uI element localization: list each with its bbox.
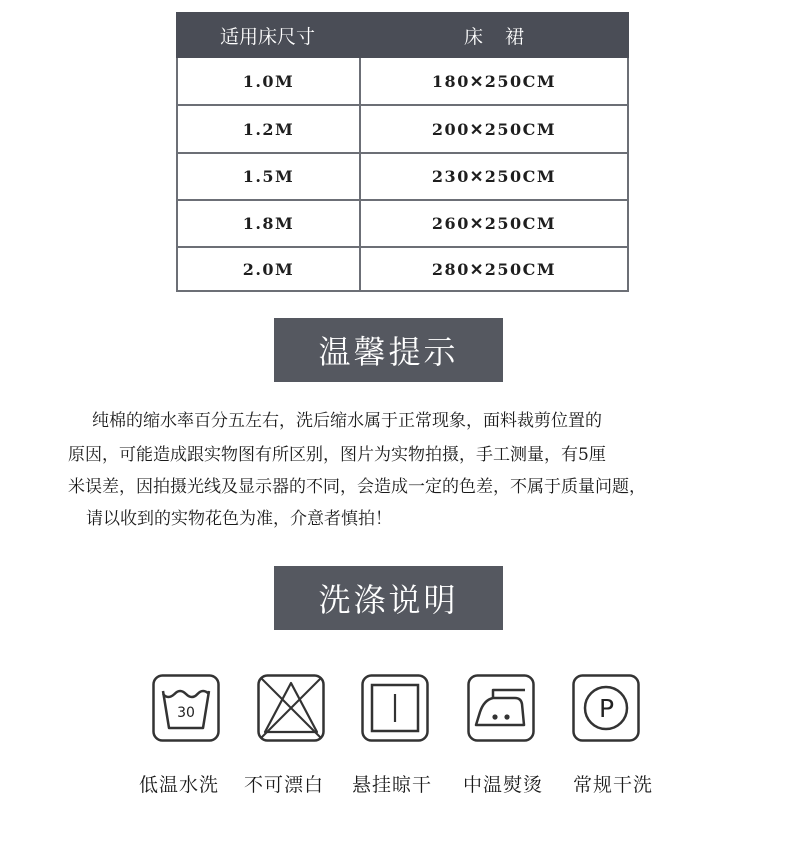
bed-size-cell: 1.2M <box>242 119 295 139</box>
table-row <box>178 104 627 152</box>
dry-clean-letter: P <box>598 694 615 723</box>
wash-temp-label: 30 <box>177 705 195 721</box>
header-bed-skirt: 床 裙 <box>463 25 533 48</box>
dry-clean-p-icon <box>572 674 640 742</box>
skirt-size-cell: 200✕250CM <box>431 119 557 139</box>
table-row <box>178 152 627 199</box>
bed-size-cell: 1.0M <box>242 71 295 91</box>
notice-line: 米误差，因拍摄光线及显示器的不同，会造成一定的色差，不属于质量问题， <box>68 477 646 497</box>
skirt-size-cell: 230✕250CM <box>431 167 557 186</box>
care-label-low-temp-wash: 低温水洗 <box>139 774 220 796</box>
care-label-no-bleach: 不可漂白 <box>244 774 325 796</box>
skirt-size-cell: 280✕250CM <box>431 259 557 279</box>
care-label-medium-iron: 中温熨烫 <box>463 774 544 796</box>
iron-medium-icon <box>467 674 535 742</box>
table-header <box>176 12 629 58</box>
hang-dry-icon <box>361 674 429 742</box>
header-bed-size: 适用床尺寸 <box>219 25 315 48</box>
wash-30-icon <box>152 674 220 742</box>
table-row <box>178 58 627 104</box>
bed-size-cell: 1.8M <box>242 214 295 233</box>
care-label-dry-clean: 常规干洗 <box>573 774 654 796</box>
skirt-size-cell: 260✕250CM <box>431 214 557 233</box>
table-row <box>178 246 627 290</box>
notice-line: 原因，可能造成跟实物图有所区别，图片为实物拍摄，手工测量，有5厘 <box>68 445 606 465</box>
washing-title: 洗涤说明 <box>274 566 503 630</box>
care-icons <box>0 674 790 744</box>
care-label-hang-dry: 悬挂晾干 <box>352 774 433 796</box>
table-body <box>176 58 629 292</box>
notice-line: 纯棉的缩水率百分五左右，洗后缩水属于正常现象，面料裁剪位置的 <box>92 411 602 431</box>
size-table <box>176 12 629 292</box>
table-row <box>178 199 627 246</box>
skirt-size-cell: 180✕250CM <box>431 71 557 91</box>
notice-title: 温馨提示 <box>274 318 503 382</box>
no-bleach-icon <box>257 674 325 742</box>
bed-size-cell: 1.5M <box>242 167 295 186</box>
bed-size-cell: 2.0M <box>242 259 295 279</box>
notice-line: 请以收到的实物花色为准，介意者慎拍！ <box>86 509 392 529</box>
